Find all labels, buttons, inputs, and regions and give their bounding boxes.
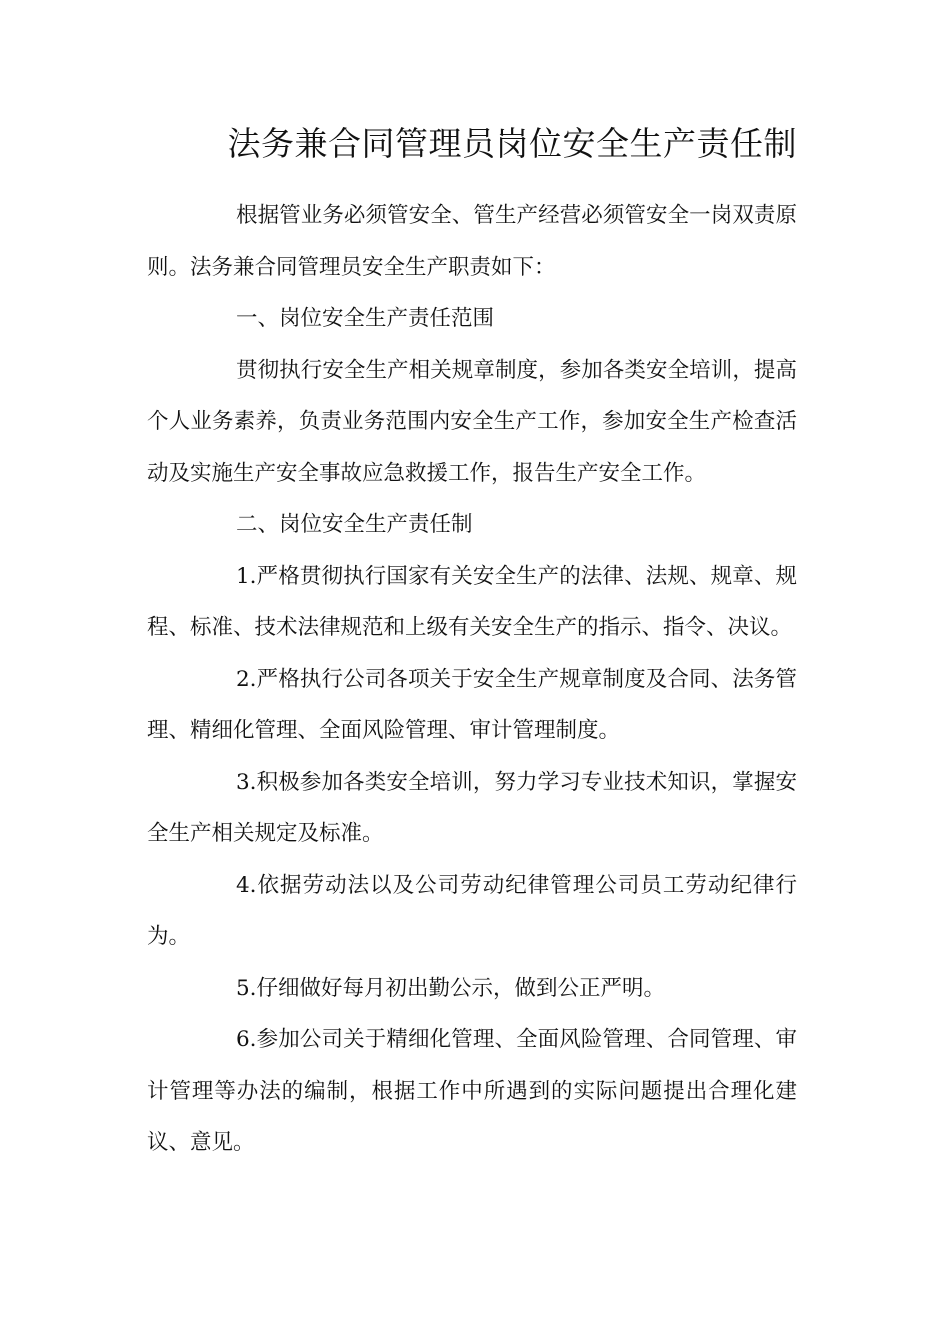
list-item-4: 4.依据劳动法以及公司劳动纪律管理公司员工劳动纪律行为。 [147, 872, 797, 949]
document-title: 法务兼合同管理员岗位安全生产责任制 [227, 124, 797, 163]
list-item-1: 1.严格贯彻执行国家有关安全生产的法律、法规、规章、规程、标准、技术法律规范和上级有关安全生产的指示、指令、决议。 [147, 563, 797, 640]
list-item-6: 6.参加公司关于精细化管理、全面风险管理、合同管理、审计管理等办法的编制，根据工作中所遇到的实际问题提出合理化建议、意见。 [147, 1027, 797, 1155]
list-item-5: 5.仔细做好每月初出勤公示，做到公正严明。 [236, 975, 666, 1001]
section-heading-scope: 一、岗位安全生产责任范围 [236, 306, 495, 331]
section-heading-responsibility: 二、岗位安全生产责任制 [236, 512, 473, 537]
list-item-3: 3.积极参加各类安全培训，努力学习专业技术知识，掌握安全生产相关规定及标准。 [147, 769, 797, 846]
list-item-2: 2.严格执行公司各项关于安全生产规章制度及合同、法务管理、精细化管理、全面风险管理、审计管理制度。 [147, 666, 797, 743]
intro-paragraph: 根据管业务必须管安全、管生产经营必须管安全一岗双责原则。法务兼合同管理员安全生产职责如下： [147, 203, 797, 280]
scope-paragraph: 贯彻执行安全生产相关规章制度，参加各类安全培训，提高个人业务素养，负责业务范围内安全生产工作，参加安全生产检查活动及实施生产安全事故应急救援工作，报告生产安全工作。 [147, 357, 797, 486]
document-body [147, 190, 797, 1169]
